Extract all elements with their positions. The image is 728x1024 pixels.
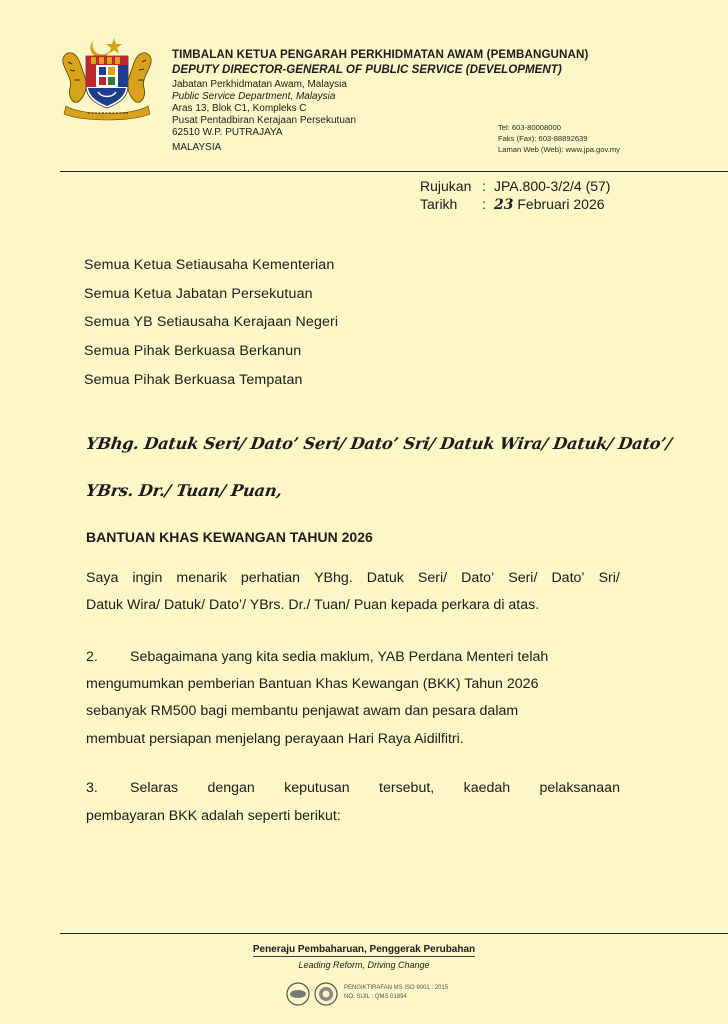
word: kaedah: [463, 780, 511, 796]
date-line: [420, 196, 605, 213]
salutation-line-2: YBrs. Dr./ Tuan/ Puan,: [84, 481, 284, 500]
recipient-line: Semua Pihak Berkuasa Berkanun: [84, 343, 302, 359]
paragraph-1-line-2: Datuk Wira/ Datuk/ Dato’/ YBrs. Dr./ Tuan/ Puan kepada perkara di atas.: [86, 597, 540, 613]
letterhead-title-ms: TIMBALAN KETUA PENGARAH PERKHIDMATAN AWAM (PEMBANGUNAN): [172, 48, 589, 61]
recipient-line: Semua Ketua Jabatan Persekutuan: [84, 286, 313, 302]
word: tersebut,: [379, 780, 435, 796]
address-line: Pusat Pentadbiran Kerajaan Persekutuan: [172, 115, 357, 126]
salutation-line-1: YBhg. Datuk Seri/ Dato’ Seri/ Dato’ Sri/ Datuk Wira/ Datuk/ Dato’/: [84, 434, 673, 453]
recipient-line: Semua YB Setiausaha Kerajaan Negeri: [84, 314, 339, 330]
word: menarik: [176, 570, 227, 586]
letter-subject: BANTUAN KHAS KEWANGAN TAHUN 2026: [86, 529, 373, 545]
colon: :: [482, 178, 486, 194]
address-line: Jabatan Perkhidmatan Awam, Malaysia: [172, 79, 347, 90]
word: keputusan: [284, 780, 350, 796]
word: Dato’: [551, 570, 585, 586]
footer-tagline-en: Leading Reform, Driving Change: [298, 960, 430, 970]
reference-line: [420, 178, 610, 194]
contact-tel: Tel: 603-80008000: [498, 123, 561, 132]
word: Saya: [86, 570, 119, 586]
paragraph-2-number: 2.: [86, 649, 98, 665]
tarikh-label: Tarikh: [420, 196, 458, 212]
colon: :: [482, 196, 486, 212]
address-line: 62510 W.P. PUTRAJAYA: [172, 127, 283, 138]
contact-fax: Faks (Fax): 603-88892639: [498, 134, 588, 143]
word: Seri/: [508, 570, 538, 586]
recipient-line: Semua Pihak Berkuasa Tempatan: [84, 372, 303, 388]
address-line: Public Service Department, Malaysia: [172, 91, 336, 102]
word: perhatian: [240, 570, 301, 586]
footer-tagline-ms-text: Peneraju Pembaharuan, Penggerak Perubahan: [252, 944, 476, 955]
letterhead-title-en: DEPUTY DIRECTOR-GENERAL OF PUBLIC SERVICE (DEVELOPMENT): [172, 63, 562, 76]
paragraph-2-line-4: membuat persiapan menjelang perayaan Hari Raya Aidilfitri.: [86, 731, 464, 747]
header-divider: [60, 171, 728, 172]
address-line: Aras 13, Blok C1, Kompleks C: [172, 103, 307, 114]
certification-number: NO. SIJIL : QMS 01894: [344, 994, 407, 1000]
word: YBhg.: [314, 570, 353, 586]
word: pelaksanaan: [539, 780, 620, 796]
word: dengan: [207, 780, 255, 796]
word: Datuk: [366, 570, 404, 586]
certification-logo-icon: [284, 980, 342, 1008]
word: Seri/: [417, 570, 448, 586]
tarikh-day-handwritten: 23: [494, 197, 514, 213]
paragraph-3-number: 3.: [86, 780, 98, 796]
footer-tagline-ms: [0, 944, 728, 955]
rujukan-label: Rujukan: [420, 178, 472, 194]
paragraph-3-line-2: pembayaran BKK adalah seperti berikut:: [86, 808, 341, 824]
paragraph-1-line-1: [86, 570, 620, 586]
paragraph-2-line-1: Sebagaimana yang kita sedia maklum, YAB Perdana Menteri telah: [130, 649, 549, 665]
certification-text: PENGIKTIRAFAN MS ISO 9001 : 2015: [344, 985, 449, 991]
word: Dato’: [461, 570, 495, 586]
paragraph-2-line-2: mengumumkan pemberian Bantuan Khas Kewangan (BKK) Tahun 2026: [86, 676, 539, 692]
paragraph-2-line-3: sebanyak RM500 bagi membantu penjawat awam dan pesara dalam: [86, 703, 519, 719]
footer-divider: [60, 933, 728, 934]
recipient-line: Semua Ketua Setiausaha Kementerian: [84, 257, 335, 273]
tarikh-month-year: Februari 2026: [517, 196, 605, 212]
paragraph-3-line-1: [130, 780, 620, 796]
coat-of-arms-icon: [58, 36, 156, 122]
contact-web: Laman Web (Web): www.jpa.gov.my: [498, 145, 620, 154]
address-line: MALAYSIA: [172, 142, 222, 153]
word: Sri/: [598, 570, 620, 586]
word: Selaras: [130, 780, 179, 796]
rujukan-value: JPA.800-3/2/4 (57): [494, 178, 611, 194]
word: ingin: [132, 570, 163, 586]
